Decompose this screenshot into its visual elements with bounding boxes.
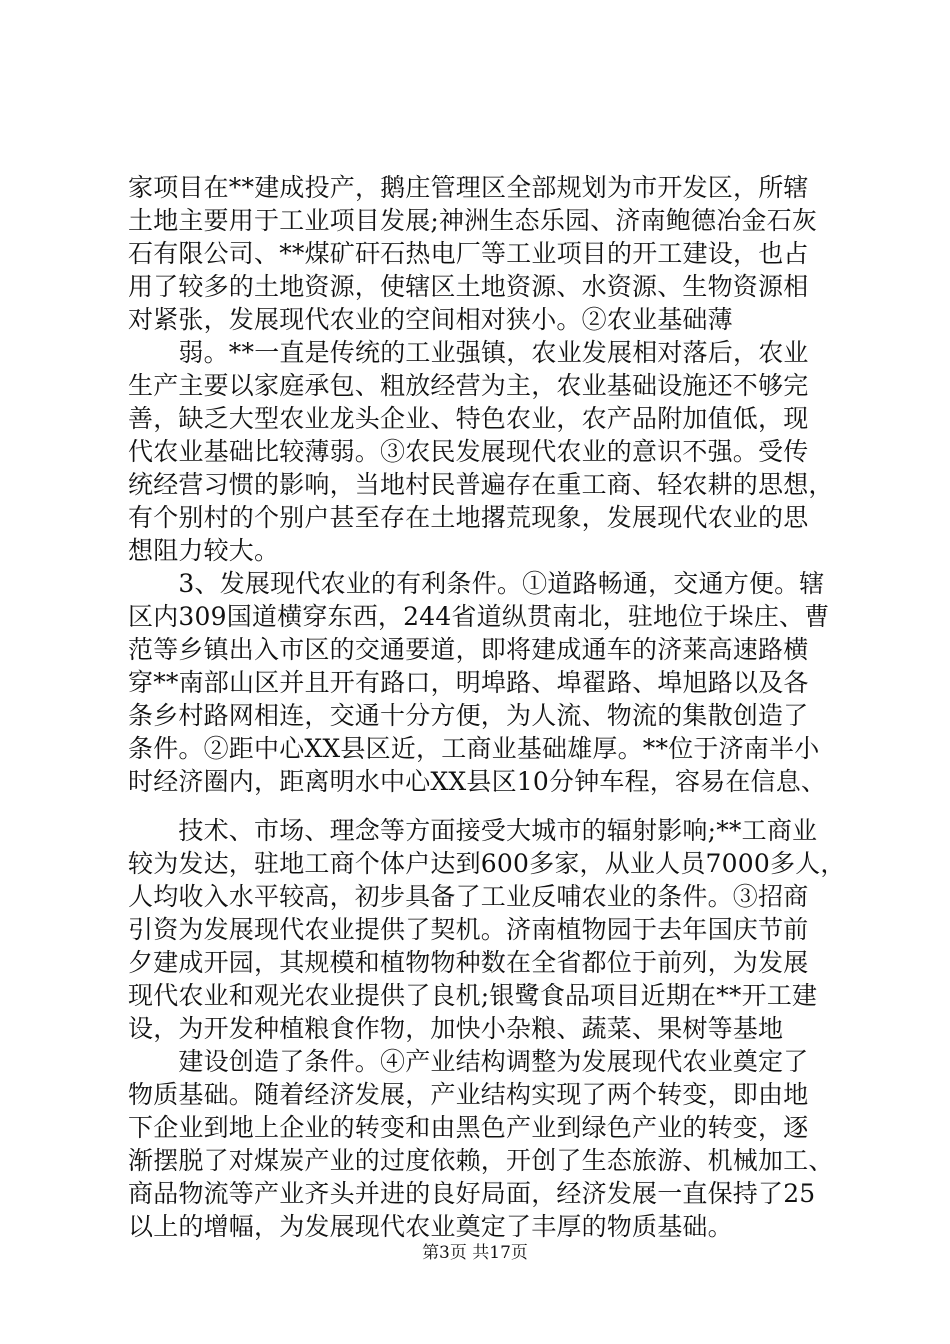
body-text-line: 夕建成开园，其规模和植物物种数在全省都位于前列，为发展 bbox=[128, 948, 809, 977]
body-text-line: 有个别村的个别户甚至存在土地撂荒现象，发展现代农业的思 bbox=[128, 503, 809, 532]
body-text-line: 3、发展现代农业的有利条件。①道路畅通，交通方便。辖 bbox=[128, 569, 825, 598]
body-text-line: 土地主要用于工业项目发展;神洲生态乐园、济南鲍德冶金石灰 bbox=[128, 206, 818, 235]
body-text-line: 用了较多的土地资源，使辖区土地资源、水资源、生物资源相 bbox=[128, 272, 809, 301]
page-footer: 第3页 共17页 bbox=[422, 1243, 528, 1263]
body-text-line: 以上的增幅，为发展现代农业奠定了丰厚的物质基础。 bbox=[128, 1212, 733, 1241]
body-text-line: 下企业到地上企业的转变和由黑色产业到绿色产业的转变，逐 bbox=[128, 1113, 809, 1142]
body-text-line: 统经营习惯的影响，当地村民普遍存在重工商、轻农耕的思想， bbox=[128, 470, 834, 499]
body-text-line: 技术、市场、理念等方面接受大城市的辐射影响;**工商业 bbox=[128, 816, 818, 845]
body-text-line: 想阻力较大。 bbox=[128, 536, 280, 565]
body-text-line: 时经济圈内，距离明水中心XX县区10分钟车程，容易在信息、 bbox=[128, 767, 827, 796]
body-text-line: 善，缺乏大型农业龙头企业、特色农业，农产品附加值低，现 bbox=[128, 404, 809, 433]
body-text-line: 物质基础。随着经济发展，产业结构实现了两个转变，即由地 bbox=[128, 1080, 809, 1109]
body-text-line: 人均收入水平较高，初步具备了工业反哺农业的条件。③招商 bbox=[128, 882, 809, 911]
body-text-line: 穿**南部山区并且开有路口，明埠路、埠翟路、埠旭路以及各 bbox=[128, 668, 809, 697]
body-text-line: 渐摆脱了对煤炭产业的过度依赖，开创了生态旅游、机械加工、 bbox=[128, 1146, 834, 1175]
body-text-line: 建设创造了条件。④产业结构调整为发展现代农业奠定了 bbox=[128, 1047, 809, 1076]
body-text-line: 区内309国道横穿东西，244省道纵贯南北，驻地位于垛庄、曹 bbox=[128, 602, 830, 631]
body-text-line: 石有限公司、**煤矿矸石热电厂等工业项目的开工建设，也占 bbox=[128, 239, 809, 268]
body-text-line: 较为发达，驻地工商个体户达到600多家，从业人员7000多人， bbox=[128, 849, 846, 878]
body-text-line: 弱。**一直是传统的工业强镇，农业发展相对落后，农业 bbox=[128, 338, 809, 367]
body-text-line: 设，为开发种植粮食作物，加快小杂粮、蔬菜、果树等基地 bbox=[128, 1014, 784, 1043]
body-text-line: 引资为发展现代农业提供了契机。济南植物园于去年国庆节前 bbox=[128, 915, 809, 944]
body-text-line: 家项目在**建成投产，鹅庄管理区全部规划为市开发区，所辖 bbox=[128, 173, 809, 202]
body-text-line: 现代农业和观光农业提供了良机;银鹭食品项目近期在**开工建 bbox=[128, 981, 818, 1010]
body-text-line: 商品物流等产业齐头并进的良好局面，经济发展一直保持了25 bbox=[128, 1179, 816, 1208]
body-text-line: 对紧张，发展现代农业的空间相对狭小。②农业基础薄 bbox=[128, 305, 733, 334]
body-text-line: 范等乡镇出入市区的交通要道，即将建成通车的济莱高速路横 bbox=[128, 635, 809, 664]
body-text-line: 条乡村路网相连，交通十分方便，为人流、物流的集散创造了 bbox=[128, 701, 809, 730]
body-text-line: 条件。②距中心XX县区近，工商业基础雄厚。**位于济南半小 bbox=[128, 734, 820, 763]
body-text-line: 生产主要以家庭承包、粗放经营为主，农业基础设施还不够完 bbox=[128, 371, 809, 400]
body-text-line: 代农业基础比较薄弱。③农民发展现代农业的意识不强。受传 bbox=[128, 437, 809, 466]
